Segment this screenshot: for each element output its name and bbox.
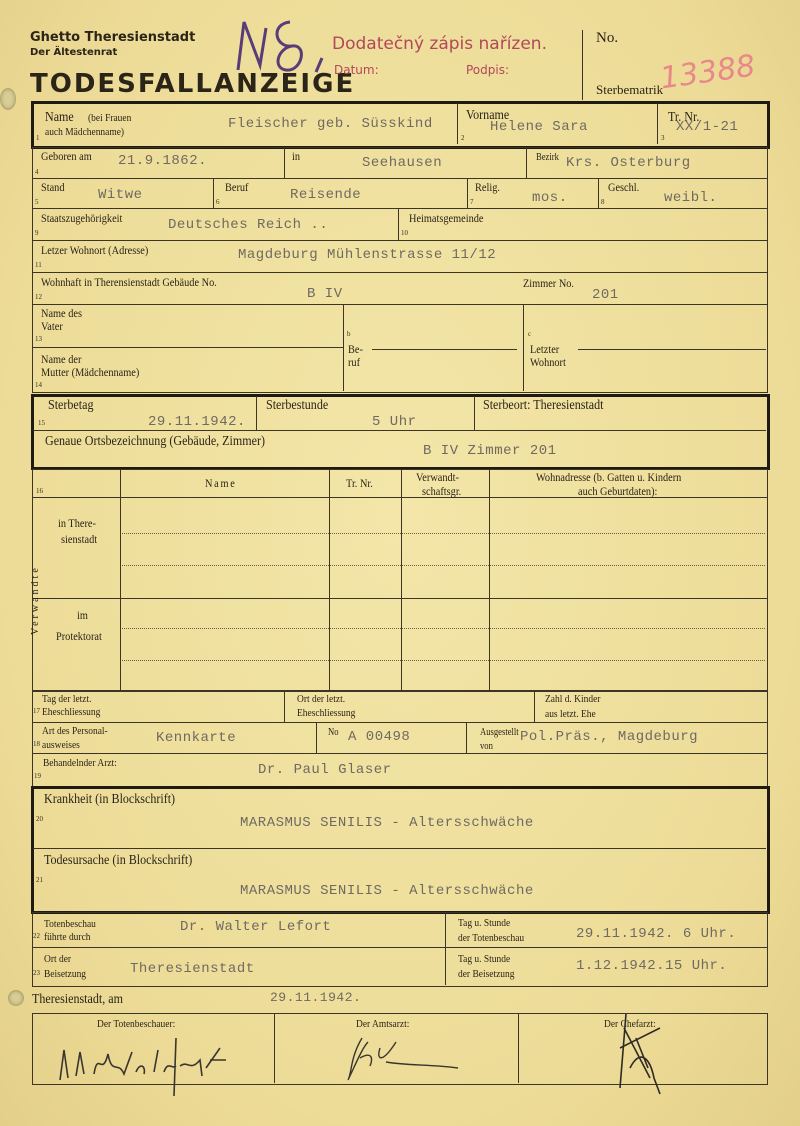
beruf-label: Beruf: [225, 180, 249, 194]
vorname-label: Vorname: [466, 108, 510, 123]
totenbeschau-label: Totenbeschau: [44, 918, 96, 930]
field-number: 18: [33, 740, 40, 748]
field-number: 12: [35, 293, 42, 301]
field-number: 20: [36, 815, 43, 823]
ausweis-value: Kennkarte: [156, 730, 237, 746]
arzt-value: Dr. Paul Glaser: [258, 762, 392, 778]
divider: [518, 1013, 519, 1083]
beschau-tag-label2: der Totenbeschau: [458, 932, 525, 944]
zimmer-label: Zimmer No.: [523, 276, 575, 290]
eltern-wohnort-label: Letzter: [530, 342, 560, 356]
punch-hole: [0, 88, 16, 110]
sterbematrik-label: Sterbematrik: [596, 82, 664, 97]
amtsarzt-signature: [340, 1028, 480, 1088]
row-theresienstadt2: sienstadt: [61, 532, 98, 546]
divider: [33, 848, 766, 849]
divider: [122, 628, 765, 629]
divider: [274, 1013, 275, 1083]
divider: [32, 240, 767, 241]
col-name: Name: [205, 476, 237, 490]
chefarzt-label: Der Chefarzt:: [604, 1018, 656, 1030]
council-name: Der Ältestenrat: [30, 47, 118, 58]
divider: [122, 660, 765, 661]
sterbetag-value: 29.11.1942.: [148, 414, 246, 430]
totenbeschau-value: Dr. Walter Lefort: [180, 919, 332, 935]
totenbeschauer-label: Der Totenbeschauer:: [97, 1018, 176, 1030]
col-verwandt: Verwandt-: [416, 470, 459, 484]
field-number: 11: [35, 261, 42, 269]
field-number: 9: [35, 229, 39, 237]
divider: [32, 178, 767, 179]
field-number: 2: [461, 134, 465, 142]
beisetzung-label: Ort der: [44, 953, 72, 965]
staats-value: Deutsches Reich ..: [168, 217, 329, 233]
field-number: 5: [35, 198, 39, 206]
ausgestellt-label: Ausgestellt: [480, 727, 519, 738]
divider: [398, 208, 399, 240]
divider: [213, 178, 214, 208]
trnr-label: Tr. Nr.: [668, 110, 700, 125]
stamp-text: Dodatečný zápis nařízen.: [332, 34, 547, 54]
in-label: in: [292, 149, 301, 163]
divider: [578, 349, 766, 350]
divider: [474, 396, 475, 430]
totenbeschau-label2: führte durch: [44, 931, 91, 943]
field-number: 22: [33, 932, 40, 940]
field-number: 10: [401, 229, 408, 237]
place-date-value: 29.11.1942.: [270, 990, 362, 1005]
org-name: Ghetto Theresienstadt: [30, 30, 196, 45]
field-number: 4: [35, 168, 39, 176]
kinder-label2: aus letzt. Ehe: [545, 708, 596, 720]
divider: [32, 598, 767, 599]
ausgestellt-label2: von: [480, 741, 493, 752]
form-element: [348, 1038, 458, 1080]
divider: [284, 147, 285, 178]
todesursache-value: MARASMUS SENILIS - Altersschwäche: [240, 883, 534, 899]
sterbeort-label: Sterbeort: Theresienstadt: [483, 398, 604, 413]
geboren-value: 21.9.1862.: [118, 153, 208, 169]
beisetzung-tag-value: 1.12.1942.15 Uhr.: [576, 958, 728, 974]
place-label: Theresienstadt, am: [32, 992, 123, 1007]
divider: [372, 349, 517, 350]
col-trnr: Tr. Nr.: [346, 476, 373, 490]
vorname-value: Helene Sara: [490, 119, 588, 135]
field-number: 1: [36, 134, 40, 142]
mutter-label: Name der: [41, 352, 82, 366]
field-number: 16: [36, 487, 43, 495]
name-label-note2: auch Mädchenname): [45, 126, 125, 138]
kinder-label: Zahl d. Kinder: [545, 693, 601, 705]
divider: [526, 147, 527, 178]
beruf-value: Reisende: [290, 187, 362, 203]
handwritten-mark: [230, 10, 340, 80]
trnr-value: XX/1-21: [676, 119, 739, 135]
field-number: 21: [36, 876, 43, 884]
todesursache-label: Todesursache (in Blockschrift): [44, 853, 193, 868]
field-number: 19: [34, 772, 41, 780]
ausgestellt-value: Pol.Präs., Magdeburg: [520, 729, 699, 745]
divider: [534, 690, 535, 722]
divider: [582, 30, 583, 100]
staats-label: Staatszugehörigkeit: [41, 211, 123, 225]
beschau-tag-label: Tag u. Stunde: [458, 917, 511, 929]
geschl-value: weibl.: [664, 190, 718, 206]
divider: [457, 103, 458, 144]
beisetzung-tag-label: Tag u. Stunde: [458, 953, 511, 965]
death-section: [31, 394, 770, 470]
divider: [32, 208, 767, 209]
divider: [256, 396, 257, 430]
totenbeschauer-signature: [50, 1030, 240, 1100]
divider: [343, 304, 344, 391]
name-label: Name: [45, 110, 74, 125]
col-wohnadresse: Wohnadresse (b. Gatten u. Kindern: [536, 470, 682, 484]
divider: [33, 430, 766, 431]
personal-data-section: [32, 147, 768, 393]
divider: [122, 533, 765, 534]
verwandte-side-label: Verwandte: [30, 565, 41, 635]
arzt-label: Behandelnder Arzt:: [43, 757, 117, 769]
krankheit-label: Krankheit (in Blockschrift): [44, 792, 176, 807]
row-protektorat2: Protektorat: [56, 629, 102, 643]
name-label-note: (bei Frauen: [88, 112, 132, 124]
field-number: 7: [470, 198, 474, 206]
ausweis-no-label: No: [328, 727, 339, 738]
divider: [466, 722, 467, 753]
field-letter: c: [528, 330, 532, 338]
geschl-label: Geschl.: [608, 180, 640, 194]
form-element: [238, 22, 322, 72]
stand-label: Stand: [41, 180, 65, 194]
wohnort-value: Magdeburg Mühlenstrasse 11/12: [238, 247, 497, 263]
bezirk-label: Bezirk: [536, 152, 559, 163]
beisetzung-label2: Beisetzung: [44, 968, 87, 980]
eltern-beruf-label: Be-: [348, 342, 363, 356]
ehe-ort-label: Ort der letzt.: [297, 693, 346, 705]
sterbematrik-value: 13388: [658, 48, 758, 97]
no-label: No.: [596, 30, 619, 46]
divider: [32, 722, 767, 723]
krankheit-value: MARASMUS SENILIS - Altersschwäche: [240, 815, 534, 831]
field-number: 3: [661, 134, 665, 142]
divider: [329, 469, 330, 690]
divider: [32, 347, 343, 348]
divider: [32, 272, 767, 273]
field-number: 14: [35, 381, 42, 389]
divider: [401, 469, 402, 690]
form-title: TODESFALLANZEIGE: [30, 69, 356, 99]
ehe-ort-label2: Eheschliessung: [297, 707, 356, 719]
relatives-table: [32, 469, 768, 692]
form-element: [620, 1014, 660, 1094]
bezirk-value: Krs. Osterburg: [566, 155, 691, 171]
stand-value: Witwe: [98, 187, 143, 203]
punch-hole: [8, 990, 24, 1006]
ortsbez-value: B IV Zimmer 201: [423, 443, 557, 459]
divider: [284, 690, 285, 722]
field-number: 15: [38, 419, 45, 427]
mutter-label2: Mutter (Mädchenname): [41, 365, 140, 379]
divider: [316, 722, 317, 753]
field-number: 13: [35, 335, 42, 343]
field-number: 8: [601, 198, 605, 206]
amtsarzt-label: Der Amtsarzt:: [356, 1018, 410, 1030]
divider: [122, 565, 765, 566]
ehe-tag-label2: Eheschliessung: [42, 706, 101, 718]
ortsbez-label: Genaue Ortsbezeichnung (Gebäude, Zimmer): [45, 434, 265, 449]
relig-value: mos.: [532, 190, 568, 206]
beschau-tag-value: 29.11.1942. 6 Uhr.: [576, 926, 737, 942]
chefarzt-signature: [610, 1008, 680, 1098]
vater-label2: Vater: [41, 319, 63, 333]
zimmer-value: 201: [592, 287, 619, 303]
geboren-label: Geboren am: [41, 149, 92, 163]
ehe-tag-label: Tag der letzt.: [42, 693, 92, 705]
wohnhaft-label: Wohnhaft in Therensienstadt Gebäude No.: [41, 275, 217, 289]
ausweis-label2: ausweises: [42, 739, 80, 751]
form-element: [60, 1038, 226, 1096]
name-value: Fleischer geb. Süsskind: [228, 116, 433, 132]
eltern-wohnort-label2: Wohnort: [530, 355, 566, 369]
ausweis-no-value: A 00498: [348, 729, 411, 745]
divider: [598, 178, 599, 208]
divider: [32, 753, 767, 754]
field-number: 17: [33, 707, 40, 715]
eltern-beruf-label2: ruf: [348, 355, 361, 369]
divider: [489, 469, 490, 690]
divider: [467, 178, 468, 208]
stamp-podpis: Podpis:: [466, 63, 510, 77]
sterbestunde-label: Sterbestunde: [266, 398, 329, 413]
ausweis-label: Art des Personal-: [42, 725, 108, 737]
relig-label: Relig.: [475, 180, 500, 194]
divider: [120, 469, 121, 690]
divider: [32, 947, 767, 948]
beisetzung-tag-label2: der Beisetzung: [458, 968, 515, 980]
field-letter: b: [347, 330, 351, 338]
field-number: 6: [216, 198, 220, 206]
sterbetag-label: Sterbetag: [48, 398, 94, 413]
vater-label: Name des: [41, 306, 82, 320]
row-theresienstadt: in There-: [58, 516, 96, 530]
row-protektorat: im: [77, 608, 88, 622]
beisetzung-value: Theresienstadt: [130, 961, 255, 977]
field-number: 23: [33, 969, 40, 977]
divider: [32, 304, 767, 305]
gebaeude-value: B IV: [307, 286, 343, 302]
col-wohnadresse2: auch Geburtdaten):: [578, 484, 658, 498]
stamp-datum: Datum:: [334, 63, 379, 77]
divider: [657, 103, 658, 144]
col-verwandt2: schaftsgr.: [422, 484, 462, 498]
birthplace-value: Seehausen: [362, 155, 443, 171]
wohnort-label: Letzer Wohnort (Adresse): [41, 243, 149, 257]
sterbestunde-value: 5 Uhr: [372, 414, 417, 430]
divider: [523, 304, 524, 391]
heimat-label: Heimatsgemeinde: [409, 211, 484, 225]
divider: [445, 912, 446, 985]
